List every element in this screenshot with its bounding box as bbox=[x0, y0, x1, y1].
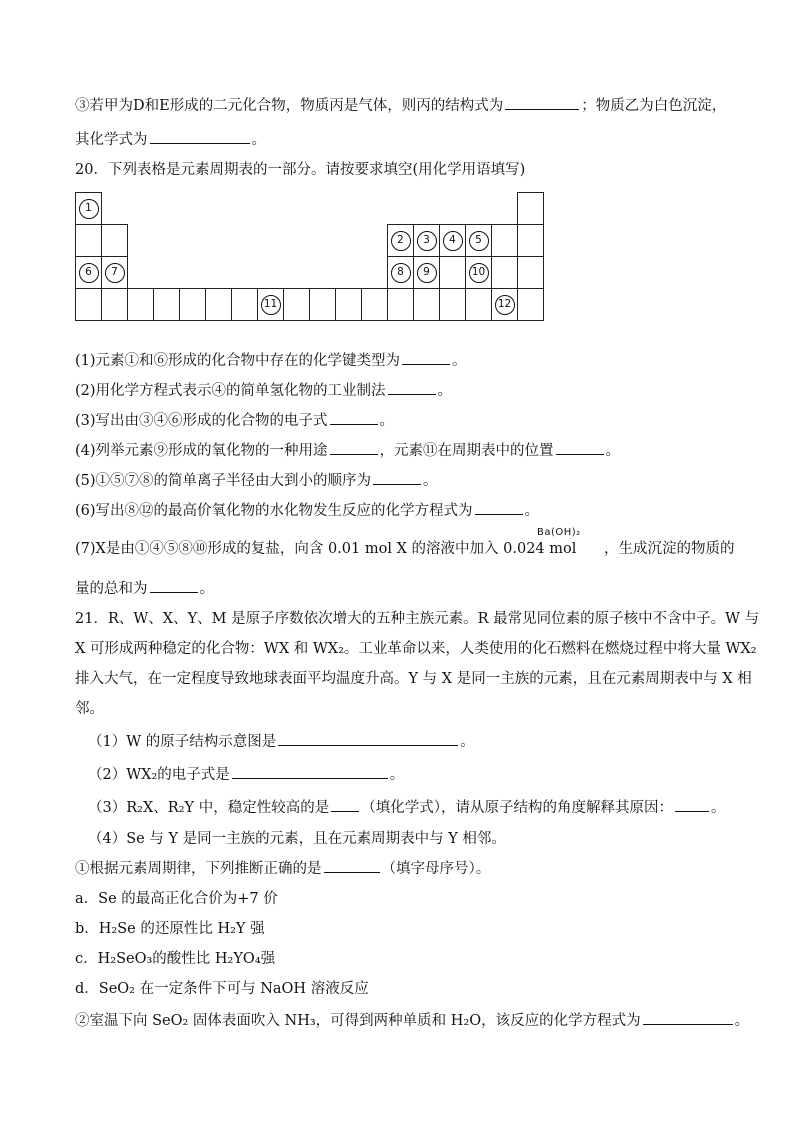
q20-item-7c bbox=[75, 578, 214, 600]
table-cell bbox=[517, 256, 544, 289]
table-cell bbox=[439, 256, 466, 289]
intro-line-2 bbox=[75, 129, 266, 151]
option-c: c．H₂SeO₃的酸性比 H₂YO₄强 bbox=[75, 951, 276, 967]
table-cell bbox=[413, 256, 440, 289]
table-cell bbox=[465, 256, 492, 289]
answer-blank[interactable] bbox=[505, 95, 579, 110]
item-text: ①根据元素周期律，下列推断正确的是 bbox=[75, 861, 322, 877]
option-a: a．Se 的最高正化合价为+7 价 bbox=[75, 891, 278, 907]
table-cell bbox=[517, 288, 544, 321]
q21-sub-4-1 bbox=[75, 858, 490, 880]
table-cell bbox=[491, 224, 518, 257]
punct: 。 bbox=[460, 734, 475, 750]
table-cell bbox=[439, 224, 466, 257]
answer-blank[interactable] bbox=[232, 764, 388, 779]
table-cell bbox=[491, 288, 518, 321]
item-text: （3）R₂X、R₂Y 中，稳定性较高的是 bbox=[88, 800, 330, 816]
element-mark: 7 bbox=[105, 263, 125, 283]
table-cell bbox=[335, 288, 362, 321]
element-mark: 2 bbox=[391, 231, 411, 251]
q20-item-3 bbox=[75, 410, 394, 432]
intro-text-1b: ；物质乙为白色沉淀， bbox=[581, 98, 727, 114]
punct: 。 bbox=[734, 1013, 750, 1029]
q20-item-5 bbox=[75, 470, 438, 492]
q21-sub-4: （4）Se 与 Y 是同一主族的元素，且在元素周期表中与 Y 相邻。 bbox=[88, 831, 506, 847]
punct: 。 bbox=[605, 443, 621, 459]
answer-blank[interactable] bbox=[150, 129, 250, 144]
answer-blank[interactable] bbox=[388, 380, 436, 395]
intro-text-1: ③若甲为D和E形成的二元化合物，物质丙是气体，则丙的结构式为 bbox=[75, 98, 504, 114]
answer-blank[interactable] bbox=[402, 350, 450, 365]
table-cell bbox=[439, 288, 466, 321]
table-cell bbox=[205, 288, 232, 321]
element-mark: 12 bbox=[495, 295, 515, 315]
punct: 。 bbox=[524, 503, 540, 519]
table-cell bbox=[101, 288, 128, 321]
ba-oh-2-formula: Ba(OH)₂ bbox=[537, 527, 581, 538]
item-text: ，元素⑪在周期表中的位置 bbox=[379, 443, 554, 459]
element-mark: 1 bbox=[79, 199, 99, 219]
table-cell bbox=[231, 288, 258, 321]
punct: 。 bbox=[199, 581, 214, 597]
q20-item-6 bbox=[75, 500, 539, 522]
item-text: （填化学式），请从原子结构的角度解释其原因： bbox=[361, 800, 673, 816]
table-cell bbox=[491, 256, 518, 289]
punct: 。 bbox=[710, 800, 726, 816]
element-mark: 10 bbox=[469, 263, 489, 283]
table-cell bbox=[387, 224, 414, 257]
table-cell bbox=[387, 256, 414, 289]
item-text: (5)①⑤⑦⑧的简单离子半径由大到小的顺序为 bbox=[75, 473, 372, 489]
q21-para-2: X 可形成两种稳定的化合物：WX 和 WX₂。工业革命以来，人类使用的化石燃料在燃烧过程中将大量 WX₂ bbox=[75, 641, 757, 657]
punct: 。 bbox=[379, 413, 395, 429]
table-cell bbox=[101, 224, 128, 257]
table-cell bbox=[75, 192, 102, 225]
intro-line-1 bbox=[75, 95, 726, 117]
answer-blank[interactable] bbox=[643, 1010, 733, 1025]
table-cell bbox=[153, 288, 180, 321]
element-mark: 6 bbox=[79, 263, 99, 283]
answer-blank[interactable] bbox=[331, 797, 359, 812]
answer-blank[interactable] bbox=[330, 440, 378, 455]
q20-title: 20．下列表格是元素周期表的一部分。请按要求填空(用化学用语填写) bbox=[75, 162, 526, 178]
table-cell bbox=[517, 192, 544, 225]
table-cell bbox=[283, 288, 310, 321]
q21-sub-4-2 bbox=[75, 1010, 749, 1032]
item-text: （1）W 的原子结构示意图是 bbox=[88, 734, 277, 750]
answer-blank[interactable] bbox=[475, 500, 523, 515]
punct: 。 bbox=[437, 383, 453, 399]
punct: 。 bbox=[423, 473, 438, 489]
intro-text-2: 其化学式为 bbox=[75, 132, 148, 148]
q20-item-4 bbox=[75, 440, 620, 462]
q21-para-4: 邻。 bbox=[75, 701, 104, 717]
element-mark: 11 bbox=[261, 295, 281, 315]
q20-item-7 bbox=[75, 538, 576, 560]
table-cell bbox=[179, 288, 206, 321]
table-cell bbox=[413, 288, 440, 321]
q20-item-2 bbox=[75, 380, 452, 402]
element-mark: 5 bbox=[469, 231, 489, 251]
table-cell bbox=[75, 256, 102, 289]
item-text: (7)X是由①④⑤⑧⑩形成的复盐，向含 0.01 mol X 的溶液中加入 0.024 mol bbox=[75, 541, 577, 557]
table-cell bbox=[465, 288, 492, 321]
table-cell bbox=[127, 288, 154, 321]
q21-para-3: 排入大气，在一定程度导致地球表面平均温度升高。Y 与 X 是同一主族的元素，且在元素周期表中与 X 相 bbox=[75, 671, 752, 687]
item-text: (3)写出由③④⑥形成的化合物的电子式 bbox=[75, 413, 328, 429]
item-text: (2)用化学方程式表示④的简单氢化物的工业制法 bbox=[75, 383, 386, 399]
table-cell bbox=[413, 224, 440, 257]
punct: 。 bbox=[251, 132, 266, 148]
item-text: （2）WX₂的电子式是 bbox=[88, 767, 230, 783]
element-mark: 3 bbox=[417, 231, 437, 251]
table-cell bbox=[309, 288, 336, 321]
answer-blank[interactable] bbox=[278, 731, 458, 746]
q21-para-1: 21．R、W、X、Y、M 是原子序数依次增大的五种主族元素。R 最常见同位素的原子核中不含中子。W 与 bbox=[75, 611, 760, 627]
item-text: (6)写出⑧⑫的最高价氧化物的水化物发生反应的化学方程式为 bbox=[75, 503, 473, 519]
answer-blank[interactable] bbox=[675, 797, 709, 812]
answer-blank[interactable] bbox=[324, 858, 380, 873]
table-cell bbox=[517, 224, 544, 257]
element-mark: 4 bbox=[443, 231, 463, 251]
answer-blank[interactable] bbox=[373, 470, 421, 485]
table-cell bbox=[75, 288, 102, 321]
item-text: ②室温下向 SeO₂ 固体表面吹入 NH₃，可得到两种单质和 H₂O，该反应的化学方程式为 bbox=[75, 1013, 641, 1029]
option-b: b．H₂Se 的还原性比 H₂Y 强 bbox=[75, 921, 265, 937]
q21-sub-1 bbox=[88, 731, 475, 753]
table-cell bbox=[465, 224, 492, 257]
q21-sub-3 bbox=[88, 797, 725, 819]
table-cell bbox=[101, 256, 128, 289]
table-cell bbox=[361, 288, 388, 321]
punct: 。 bbox=[389, 767, 405, 783]
option-d: d．SeO₂ 在一定条件下可与 NaOH 溶液反应 bbox=[75, 981, 369, 997]
item-text: 量的总和为 bbox=[75, 581, 148, 597]
answer-blank[interactable] bbox=[150, 578, 198, 593]
q20-item-1 bbox=[75, 350, 467, 372]
element-mark: 9 bbox=[417, 263, 437, 283]
table-cell bbox=[75, 224, 102, 257]
answer-blank[interactable] bbox=[330, 410, 378, 425]
item-text: （填字母序号）。 bbox=[381, 861, 491, 877]
table-cell bbox=[387, 288, 414, 321]
answer-blank[interactable] bbox=[556, 440, 604, 455]
item-text: (4)列举元素⑨形成的氧化物的一种用途 bbox=[75, 443, 328, 459]
punct: 。 bbox=[452, 353, 467, 369]
q21-sub-2 bbox=[88, 764, 404, 786]
element-mark: 8 bbox=[391, 263, 411, 283]
table-cell bbox=[257, 288, 284, 321]
q20-item-7b: ，生成沉淀的物质的 bbox=[604, 541, 735, 557]
item-text: (1)元素①和⑥形成的化合物中存在的化学键类型为 bbox=[75, 353, 401, 369]
